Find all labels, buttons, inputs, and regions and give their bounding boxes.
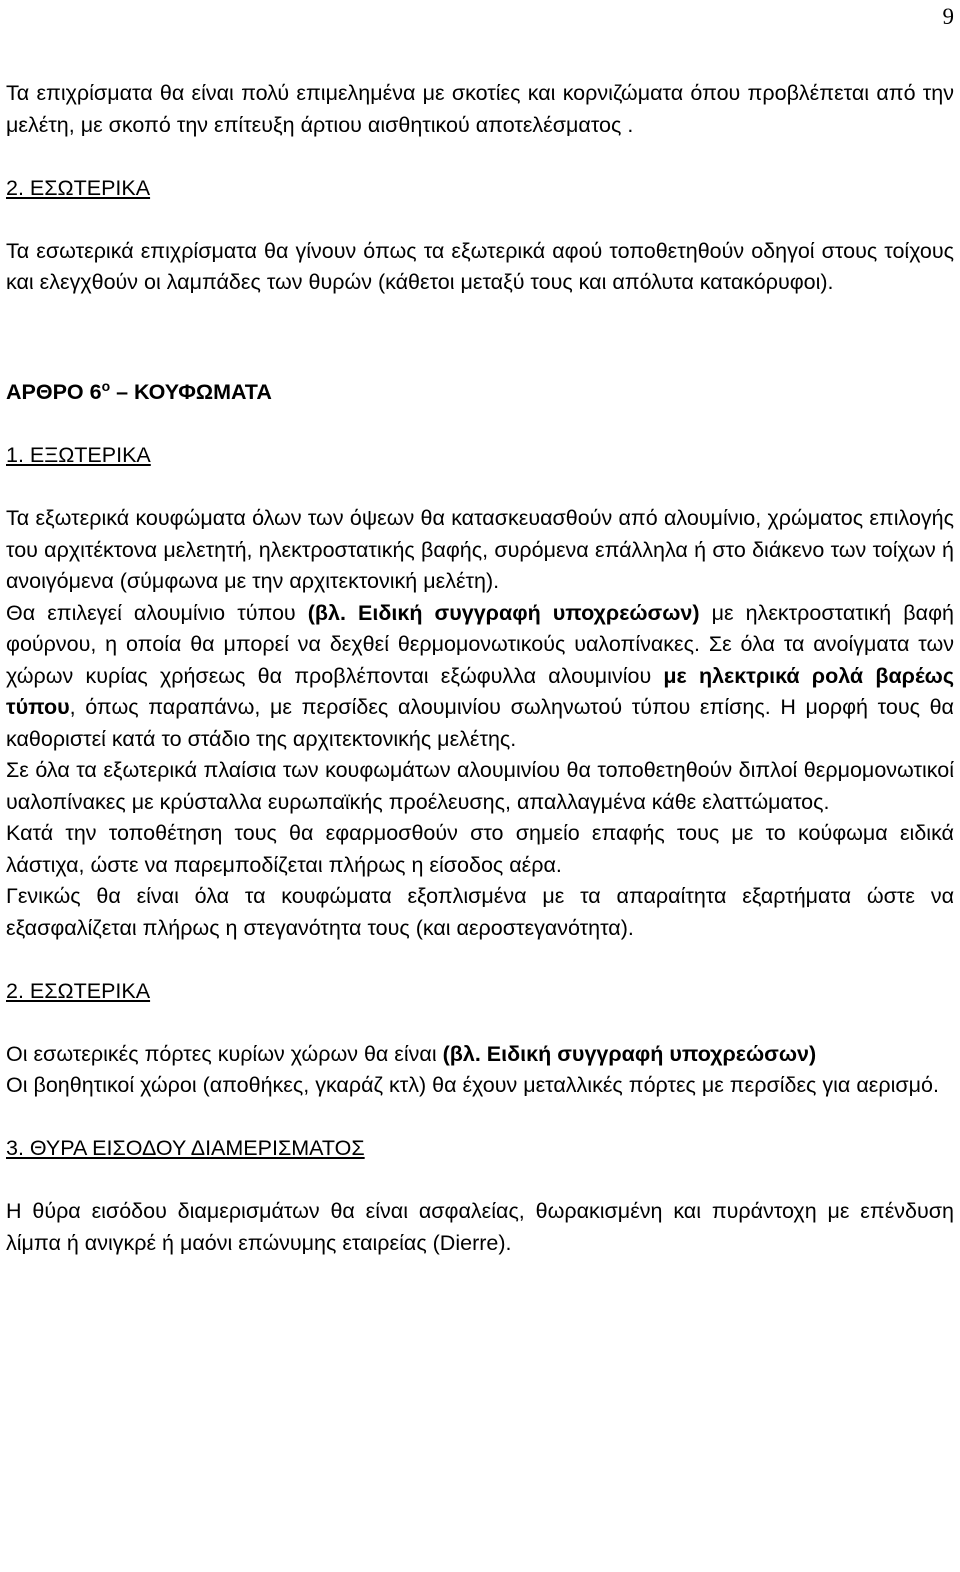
entrance-door-paragraph: Η θύρα εισόδου διαμερισμάτων θα είναι ασφαλείας, θωρακισμένη και πυράντοχη με επένδυση λίμπα ή ανιγκρέ ή μαόνι επώνυμης εταιρείας (Dierre).	[6, 1199, 954, 1255]
internal-doors-text-a: Οι εσωτερικές πόρτες κυρίων χώρων θα είναι	[6, 1041, 443, 1066]
internal-doors-reference: (βλ. Ειδική συγγραφή υποχρεώσων)	[442, 1041, 817, 1066]
internal-plaster-paragraph: Τα εσωτερικά επιχρίσματα θα γίνουν όπως τα εξωτερικά αφού τοποθετηθούν οδηγοί στους τοίχους και ελεγχθούν οι λαμπάδες των θυρών (κάθετοι μεταξύ τους και απόλυτα κατακόρυφοι).	[6, 238, 954, 294]
article-6-superscript: ο	[101, 377, 111, 394]
intro-paragraph: Τα επιχρίσματα θα είναι πολύ επιμελημένα με σκοτίες και κορνιζώματα όπου προβλέπεται από την μελέτη, με σκοπό την επίτευξη άρτιου αισθητικού αποτελέσματος .	[6, 81, 954, 137]
external-p2-shutters: με ηλεκτρικά ρολά βαρέως τύπου	[6, 663, 955, 719]
internal-doors-paragraph-2: Οι βοηθητικοί χώροι (αποθήκες, γκαράζ κτλ) θα έχουν μεταλλικές πόρτες με περσίδες για αερισμό.	[6, 1073, 939, 1097]
article-6-prefix: ΑΡΘΡΟ 6	[6, 380, 102, 404]
internal-doors-heading: 2. ΕΣΩΤΕΡΙΚΑ	[6, 978, 151, 1003]
page-number: 9	[942, 4, 954, 29]
external-p2-text-c: με ηλεκτροστατική βαφή φούρνου, η οποία θα μπορεί να δεχθεί θερμομονωτικούς υαλοπίνακες. Σε όλα τα ανοίγματα των χώρων κυρίας χρήσεως θα προβλέπονται εξώφυλλα αλουμινίου	[6, 600, 954, 688]
internal-plaster-heading: 2. ΕΣΩΤΕΡΙΚΑ	[6, 175, 151, 200]
article-6-suffix: – ΚΟΥΦΩΜΑΤΑ	[110, 380, 272, 404]
external-p2-reference: (βλ. Ειδική συγγραφή υποχρεώσων)	[307, 600, 700, 625]
external-paragraph-3: Σε όλα τα εξωτερικά πλαίσια των κουφωμάτων αλουμινίου θα τοποθετηθούν διπλοί θερμομονωτικοί υαλοπίνακες με κρύσταλλα ευρωπαϊκής προέλευσης, απαλλαγμένα κάθε ελαττώματος.	[6, 758, 954, 814]
external-p2-text-e: , όπως παραπάνω, με περσίδες αλουμινίου σωληνωτού τύπου επίσης. Η μορφή τους θα καθοριστεί κατά το στάδιο της αρχιτεκτονικής μελέτης.	[6, 695, 954, 751]
article-6-heading	[6, 377, 954, 409]
external-heading: 1. ΕΞΩΤΕΡΙΚΑ	[6, 443, 151, 467]
external-paragraph-4: Κατά την τοποθέτηση τους θα εφαρμοσθούν στο σημείο επαφής τους με το κούφωμα ειδικά λάστιχα, ώστε να παρεμποδίζεται πλήρως η είσοδος αέρα.	[6, 821, 954, 877]
entrance-door-heading: 3. ΘΥΡΑ ΕΙΣΟΔΟΥ ΔΙΑΜΕΡΙΣΜΑΤΟΣ	[6, 1136, 365, 1160]
document-body	[6, 78, 954, 1259]
external-paragraph-2	[6, 598, 954, 756]
external-paragraph-1: Τα εξωτερικά κουφώματα όλων των όψεων θα κατασκευασθούν από αλουμίνιο, χρώματος επιλογής του αρχιτέκτονα μελετητή, ηλεκτροστατικής βαφής, συρόμενα επάλληλα ή στο διάκενο των τοίχων ή ανοιγόμενα (σύμφωνα με την αρχιτεκτονική μελέτη).	[6, 506, 954, 593]
external-p2-text-a: Θα επιλεγεί αλουμίνιο τύπου	[6, 600, 308, 625]
external-paragraph-5: Γενικώς θα είναι όλα τα κουφώματα εξοπλισμένα με τα απαραίτητα εξαρτήματα ώστε να εξασφαλίζεται πλήρως η στεγανότητα τους (και αεροστεγανότητα).	[6, 884, 954, 940]
internal-doors-paragraph-1	[6, 1039, 954, 1071]
